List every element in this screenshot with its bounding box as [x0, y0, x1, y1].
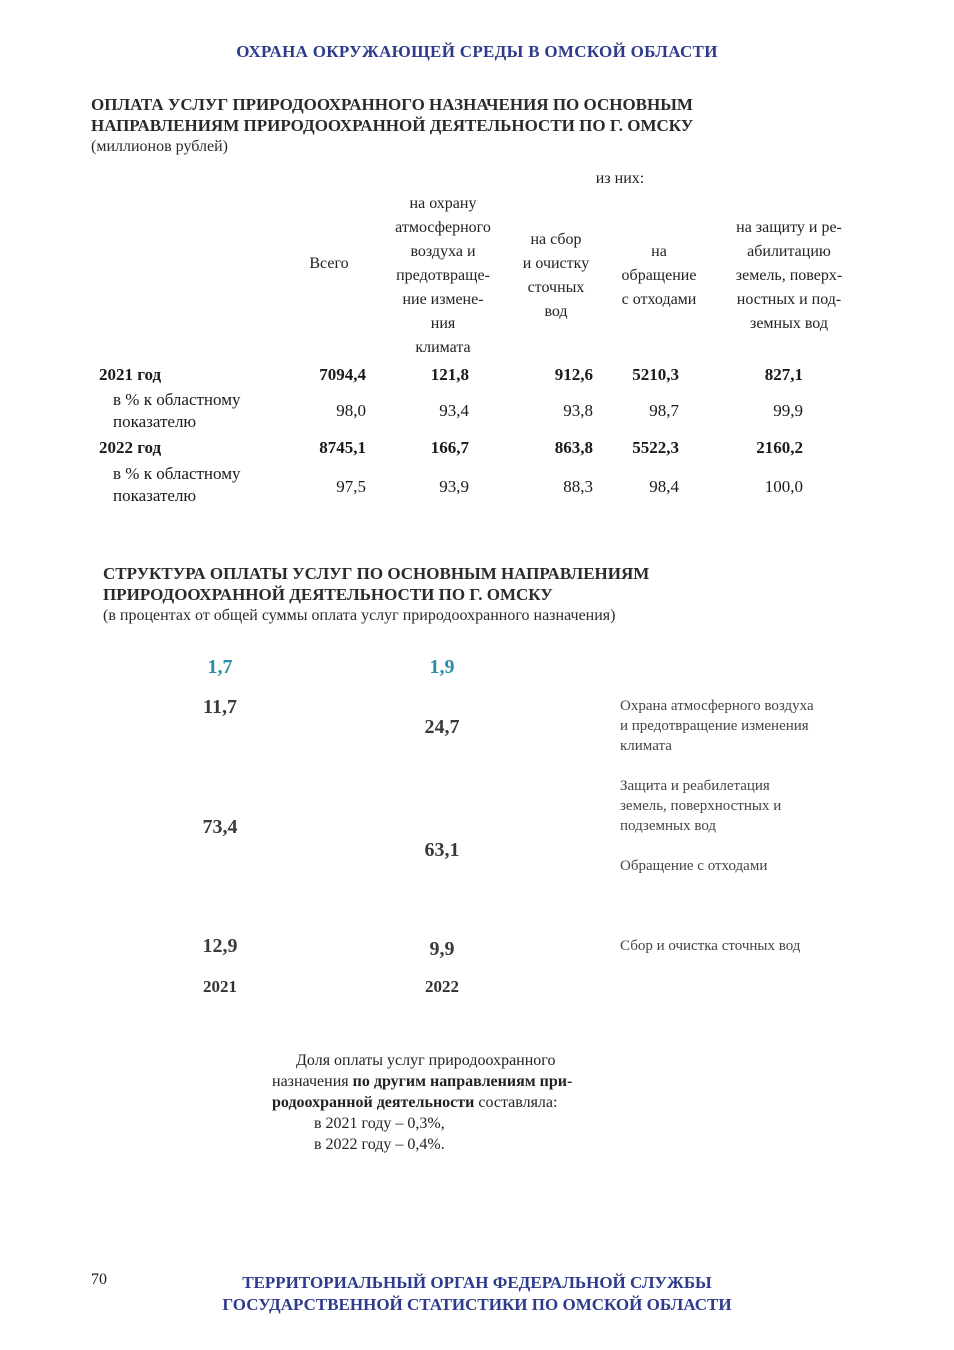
legend-item-waste: Обращение с отходами: [620, 858, 768, 874]
note-line5: в 2022 году – 0,4%.: [314, 1136, 445, 1153]
structure-title-line2: ПРИРОДООХРАННОЙ ДЕЯТЕЛЬНОСТИ ПО Г. ОМСКУ: [103, 585, 553, 604]
footer-line1: ТЕРРИТОРИАЛЬНЫЙ ОРГАН ФЕДЕРАЛЬНОЙ СЛУЖБЫ: [242, 1273, 712, 1292]
row-label-pct-2021: в % к областному показателю: [113, 390, 241, 431]
cell-pct2022-water: 88,3: [563, 477, 593, 496]
cell-2022-waste: 5522,3: [632, 438, 679, 457]
page-number: 70: [91, 1271, 107, 1288]
cell-2021-waste: 5210,3: [632, 365, 679, 384]
note-line1: Доля оплаты услуг природоохранного: [296, 1052, 556, 1069]
structure-unit: (в процентах от общей суммы оплата услуг природоохранного назначения): [103, 607, 616, 624]
data-label-2022-waste: 63,1: [424, 839, 460, 861]
note-line2: назначения по другим направлениям при-: [272, 1073, 573, 1090]
data-label-2021-water: 12,9: [202, 935, 238, 957]
legend-item-water: Сбор и очистка сточных вод: [620, 938, 801, 954]
cell-2022-land: 2160,2: [756, 438, 803, 457]
cell-2021-water: 912,6: [554, 365, 593, 384]
data-label-2022-water: 9,9: [429, 938, 455, 960]
data-label-2021-air: 1,7: [207, 656, 233, 678]
legend-item-land: Защита и реабилетация земель, поверхностных и подземных вод: [620, 778, 782, 834]
cell-2022-total: 8745,1: [319, 438, 366, 457]
cell-pct2021-waste: 98,7: [649, 401, 679, 420]
row-label-pct-2022: в % к областному показателю: [113, 464, 241, 505]
cell-2021-land: 827,1: [764, 365, 803, 384]
footer-agency: [0, 1272, 954, 1316]
col-header-water: на сбор и очистку сточных вод: [522, 231, 590, 320]
data-label-2022-land: 24,7: [424, 716, 460, 738]
col-header-waste: на обращение с отходами: [621, 243, 697, 308]
category-label-2021: 2021: [203, 977, 237, 996]
cell-pct2021-air: 93,4: [439, 401, 469, 420]
note-line3: родоохранной деятельности составляла:: [272, 1094, 558, 1111]
legend-item-air: Охрана атмосферного воздуха и предотвращение изменения климата: [620, 698, 814, 754]
col-header-land: на защиту и ре- абилитацию земель, поверх- ностных и под- земных вод: [735, 219, 843, 332]
data-label-2021-land: 11,7: [203, 696, 237, 718]
data-label-2021-waste: 73,4: [202, 816, 238, 838]
cell-2021-total: 7094,4: [319, 365, 366, 384]
col-header-air: на охрану атмосферного воздуха и предотвраще- ние измене- ния климата: [395, 195, 491, 356]
table-unit: (миллионов рублей): [91, 138, 228, 155]
table-title-line2: НАПРАВЛЕНИЯМ ПРИРОДООХРАННОЙ ДЕЯТЕЛЬНОСТИ ПО Г. ОМСКУ: [91, 116, 694, 135]
note-paragraph: [272, 1050, 644, 1155]
cell-pct2021-water: 93,8: [563, 401, 593, 420]
cell-pct2021-land: 99,9: [773, 401, 803, 420]
table-title: [91, 94, 693, 157]
cell-2022-water: 863,8: [554, 438, 593, 457]
footer-line2: ГОСУДАРСТВЕННОЙ СТАТИСТИКИ ПО ОМСКОЙ ОБЛАСТИ: [222, 1295, 732, 1314]
cell-pct2022-total: 97,5: [336, 477, 366, 496]
row-label-2022: 2022 год: [99, 438, 162, 457]
category-label-2022: 2022: [425, 977, 459, 996]
structure-title: [103, 563, 649, 626]
note-line4: в 2021 году – 0,3%,: [314, 1115, 445, 1132]
running-header: ОХРАНА ОКРУЖАЮЩЕЙ СРЕДЫ В ОМСКОЙ ОБЛАСТИ: [236, 42, 718, 61]
data-label-2022-air: 1,9: [429, 656, 455, 678]
cell-pct2021-total: 98,0: [336, 401, 366, 420]
structure-title-line1: СТРУКТУРА ОПЛАТЫ УСЛУГ ПО ОСНОВНЫМ НАПРАВЛЕНИЯМ: [103, 564, 650, 583]
cell-pct2022-waste: 98,4: [649, 477, 679, 496]
cell-2021-air: 121,8: [430, 365, 469, 384]
table-title-line1: ОПЛАТА УСЛУГ ПРИРОДООХРАННОГО НАЗНАЧЕНИЯ ПО ОСНОВНЫМ: [91, 95, 693, 114]
col-header-total: Всего: [309, 255, 349, 272]
cell-pct2022-land: 100,0: [764, 477, 803, 496]
cell-2022-air: 166,7: [430, 438, 469, 457]
group-header: из них:: [595, 170, 645, 187]
cell-pct2022-air: 93,9: [439, 477, 469, 496]
row-label-2021: 2021 год: [99, 365, 162, 384]
